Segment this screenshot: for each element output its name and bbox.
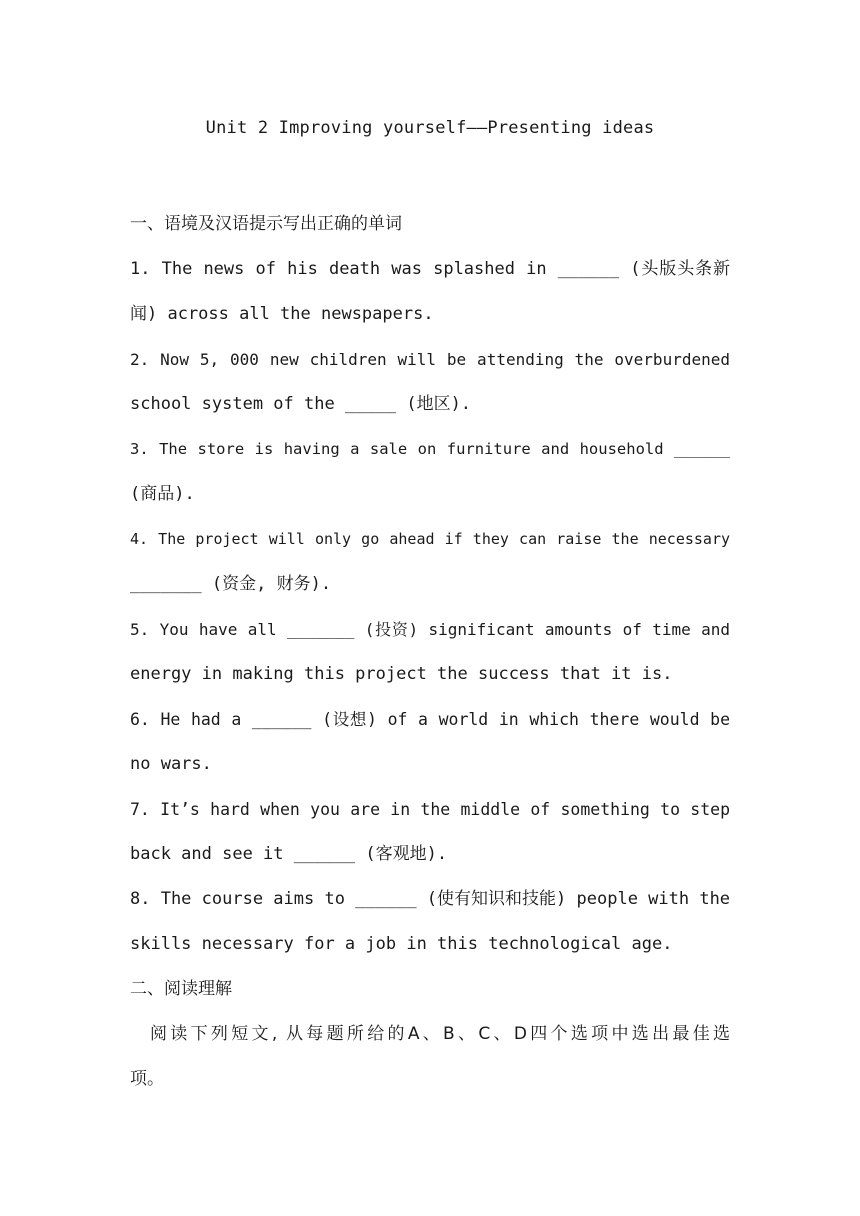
- question-line: 4. The project will only go ahead if they can raise the necessary: [130, 530, 730, 548]
- reading-instruction: [130, 1012, 730, 1102]
- question-4: [130, 517, 730, 607]
- question-5: [130, 607, 730, 697]
- question-line: 3. The store is having a sale on furniture and household ______: [130, 440, 730, 458]
- question-line: 7. It’s hard when you are in the middle of something to step: [130, 800, 730, 819]
- question-6: [130, 697, 730, 787]
- question-line: 闻) across all the newspapers.: [130, 304, 434, 324]
- question-3: [130, 427, 730, 517]
- section-heading-reading: 二、阅读理解: [130, 979, 232, 999]
- instruction-line: 项。: [130, 1069, 164, 1089]
- question-1: [130, 247, 730, 337]
- question-line: (商品).: [130, 484, 195, 504]
- question-line: _______ (资金, 财务).: [130, 574, 332, 594]
- page-title: Unit 2 Improving yourself——Presenting ideas: [205, 118, 655, 138]
- question-line: 1. The news of his death was splashed in ______ (头版头条新: [130, 259, 730, 279]
- question-line: 6. He had a ______ (设想) of a world in which there would be: [130, 710, 730, 729]
- question-line: skills necessary for a job in this technological age.: [130, 934, 673, 954]
- question-8: [130, 877, 730, 967]
- question-line: 5. You have all _______ (投资) significant amounts of time and: [130, 620, 730, 639]
- question-line: no wars.: [130, 754, 212, 774]
- question-2: [130, 337, 730, 427]
- document-body: [130, 202, 730, 1102]
- question-line: school system of the _____ (地区).: [130, 394, 472, 414]
- question-line: energy in making this project the success that it is.: [130, 664, 673, 684]
- question-line: 2. Now 5, 000 new children will be attending the overburdened: [130, 350, 730, 369]
- instruction-line: 阅读下列短文, 从每题所给的A、B、C、D四个选项中选出最佳选: [150, 1024, 730, 1044]
- question-line: 8. The course aims to ______ (使有知识和技能) people with the: [130, 889, 730, 909]
- question-7: [130, 787, 730, 877]
- question-line: back and see it ______ (客观地).: [130, 844, 448, 864]
- section-heading-vocabulary: 一、语境及汉语提示写出正确的单词: [130, 214, 402, 234]
